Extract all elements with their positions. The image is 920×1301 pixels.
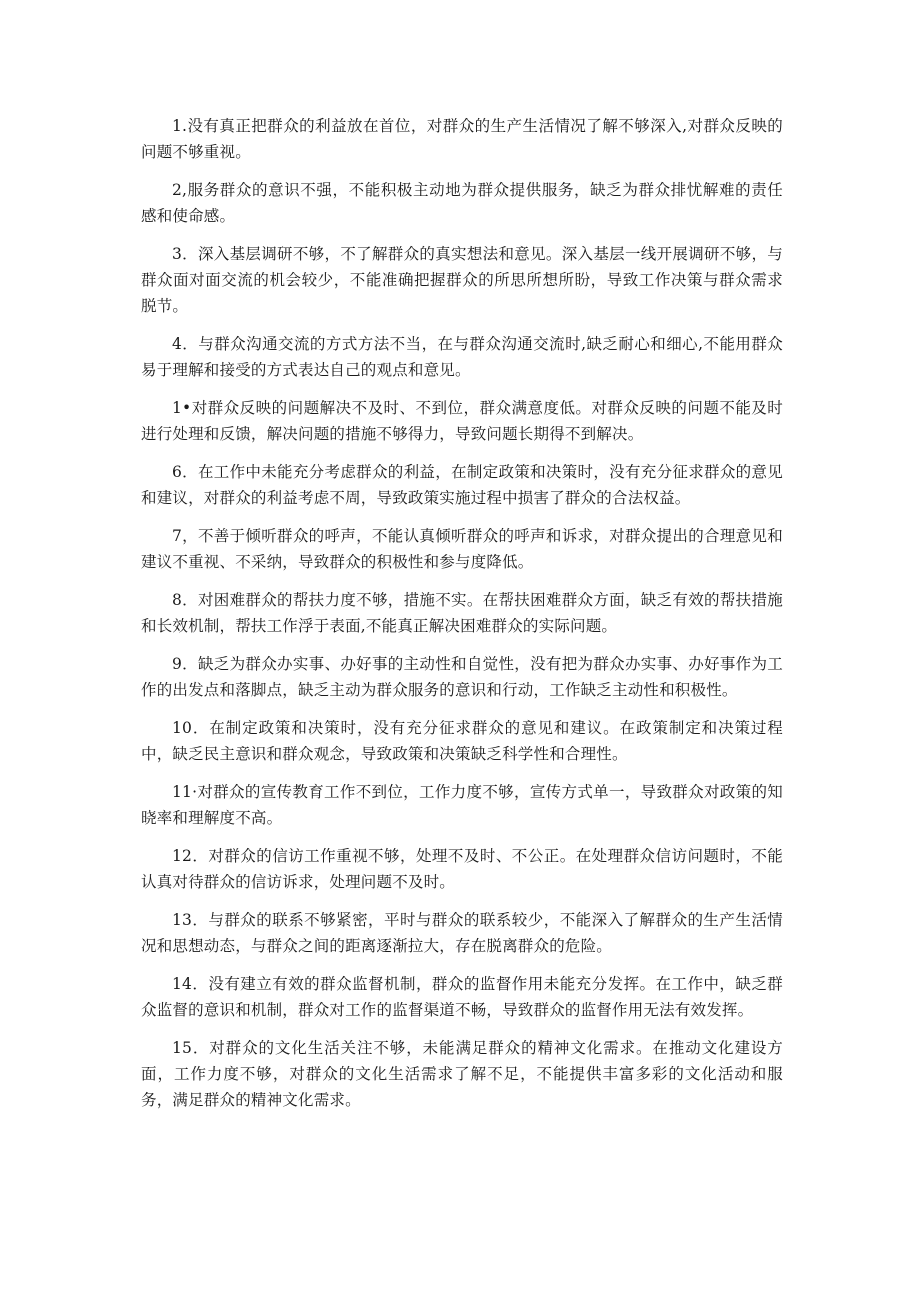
paragraph-1: 1.没有真正把群众的利益放在首位，对群众的生产生活情况了解不够深入,对群众反映的问题不够重视。 [141,117,783,161]
paragraph-10: 10．在制定政策和决策时，没有充分征求群众的意见和建议。在政策制定和决策过程中，缺乏民主意识和群众观念，导致政策和决策缺乏科学性和合理性。 [141,719,783,763]
paragraph-6: 6．在工作中未能充分考虑群众的利益，在制定政策和决策时，没有充分征求群众的意见和建议，对群众的利益考虑不周，导致政策实施过程中损害了群众的合法权益。 [141,463,783,507]
paragraph-15: 15．对群众的文化生活关注不够，未能满足群众的精神文化需求。在推动文化建设方面，工作力度不够，对群众的文化生活需求了解不足，不能提供丰富多彩的文化活动和服务，满足群众的精神文化需求。 [141,1039,783,1109]
paragraph-13: 13．与群众的联系不够紧密，平时与群众的联系较少，不能深入了解群众的生产生活情况和思想动态，与群众之间的距离逐渐拉大，存在脱离群众的危险。 [141,911,783,955]
paragraph-11: 11·对群众的宣传教育工作不到位，工作力度不够，宣传方式单一，导致群众对政策的知晓率和理解度不高。 [141,783,783,827]
paragraph-4: 4．与群众沟通交流的方式方法不当，在与群众沟通交流时,缺乏耐心和细心,不能用群众易于理解和接受的方式表达自己的观点和意见。 [141,335,783,379]
paragraph-14: 14．没有建立有效的群众监督机制，群众的监督作用未能充分发挥。在工作中，缺乏群众监督的意识和机制，群众对工作的监督渠道不畅，导致群众的监督作用无法有效发挥。 [141,975,783,1019]
paragraph-7: 7，不善于倾听群众的呼声，不能认真倾听群众的呼声和诉求，对群众提出的合理意见和建议不重视、不采纳，导致群众的积极性和参与度降低。 [141,527,783,571]
paragraph-8: 8．对困难群众的帮扶力度不够，措施不实。在帮扶困难群众方面，缺乏有效的帮扶措施和长效机制，帮扶工作浮于表面,不能真正解决困难群众的实际问题。 [141,591,783,635]
paragraph-2: 2,服务群众的意识不强，不能积极主动地为群众提供服务，缺乏为群众排忧解难的责任感和使命感。 [141,181,783,225]
paragraph-3: 3．深入基层调研不够，不了解群众的真实想法和意见。深入基层一线开展调研不够，与群众面对面交流的机会较少，不能准确把握群众的所思所想所盼，导致工作决策与群众需求脱节。 [141,245,783,315]
document-body [141,113,783,1125]
paragraph-12: 12．对群众的信访工作重视不够，处理不及时、不公正。在处理群众信访问题时，不能认真对待群众的信访诉求，处理问题不及时。 [141,847,783,891]
paragraph-5: 1•对群众反映的问题解决不及时、不到位，群众满意度低。对群众反映的问题不能及时进行处理和反馈，解决问题的措施不够得力，导致问题长期得不到解决。 [141,399,783,443]
paragraph-9: 9．缺乏为群众办实事、办好事的主动性和自觉性，没有把为群众办实事、办好事作为工作的出发点和落脚点，缺乏主动为群众服务的意识和行动，工作缺乏主动性和积极性。 [141,655,783,699]
